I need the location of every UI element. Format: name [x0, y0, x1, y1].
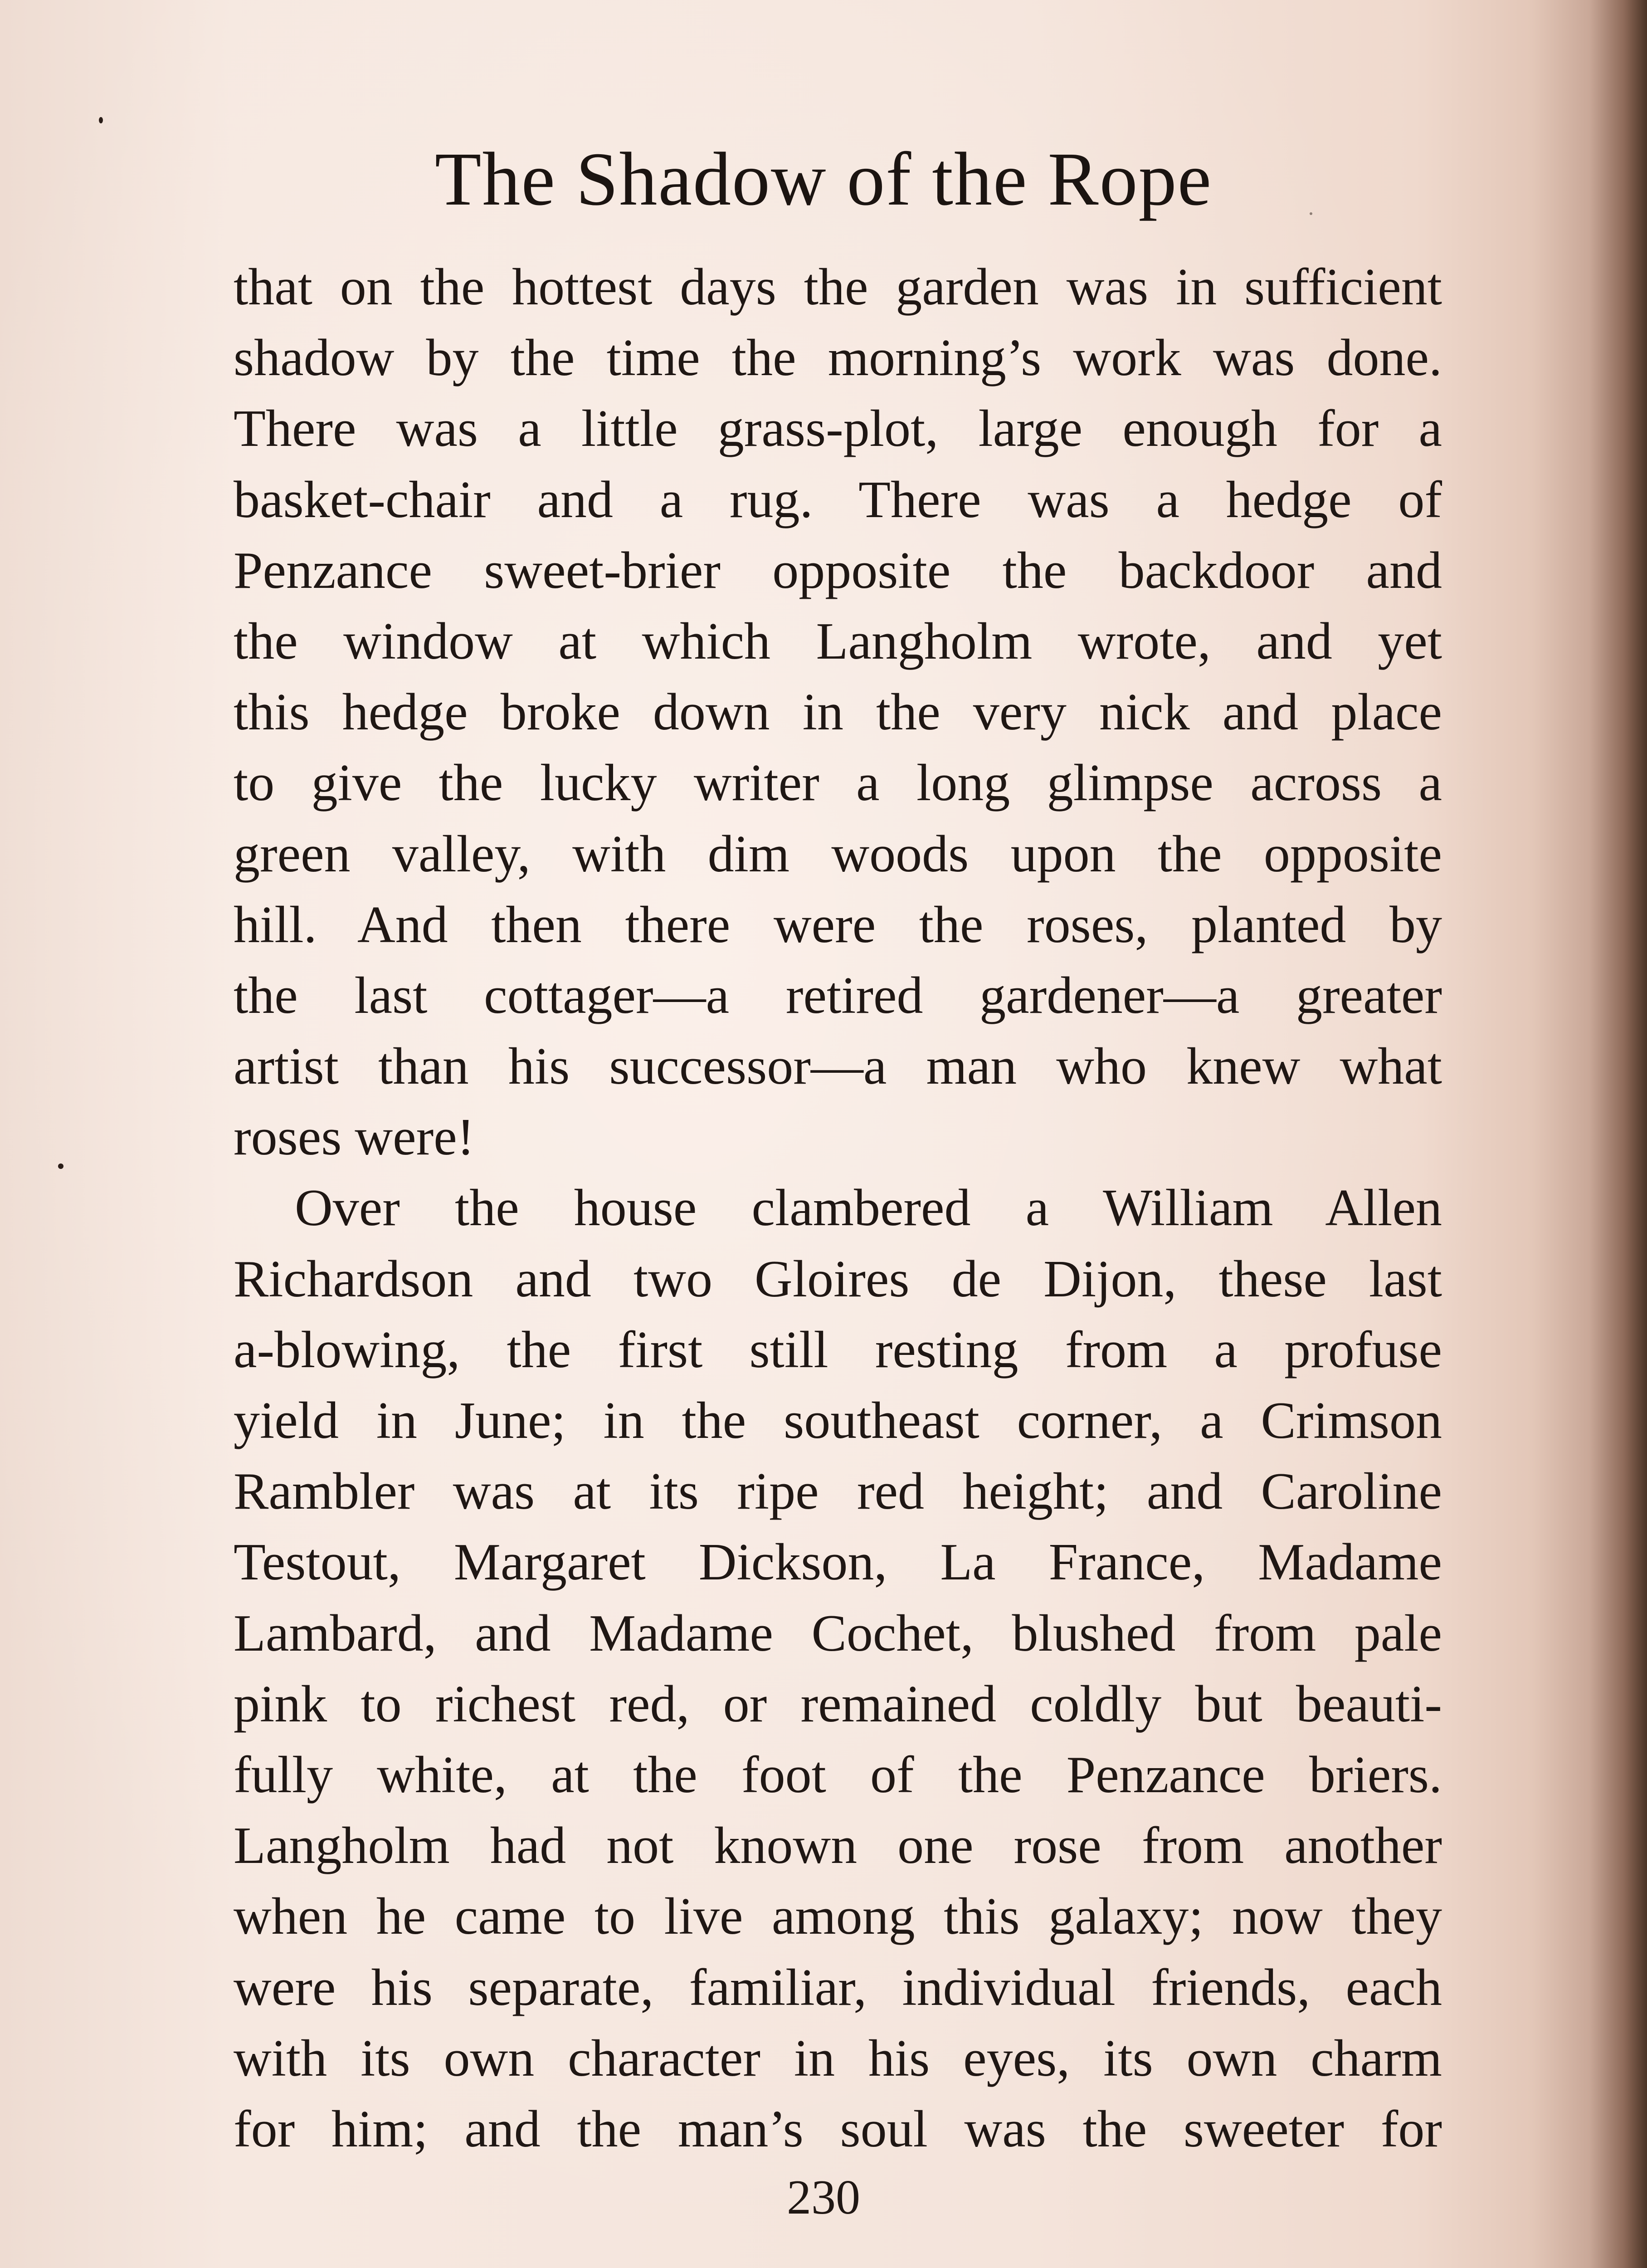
paragraph-first-line: Over the house clambered a William Allen	[295, 1179, 1442, 1237]
text-line: yield in June; in the southeast corner, a Crimson	[234, 1392, 1442, 1450]
text-line: this hedge broke down in the very nick and place	[234, 683, 1442, 742]
page-number: 230	[787, 2170, 860, 2224]
text-line: the window at which Langholm wrote, and yet	[234, 612, 1442, 670]
text-line: were his separate, familiar, individual friends, each	[234, 1958, 1442, 2017]
text-line: basket-chair and a rug. There was a hedge of	[234, 470, 1442, 529]
text-line: Richardson and two Gloires de Dijon, these last	[234, 1250, 1442, 1308]
text-line: Testout, Margaret Dickson, La France, Madame	[234, 1533, 1442, 1592]
text-line: with its own character in his eyes, its own charm	[234, 2029, 1442, 2087]
paper-speck	[58, 1163, 63, 1169]
text-line: artist than his successor—a man who knew what	[234, 1037, 1442, 1096]
text-line: fully white, at the foot of the Penzance briers.	[234, 1745, 1442, 1804]
text-line: Langholm had not known one rose from another	[234, 1817, 1442, 1875]
text-line: Penzance sweet-brier opposite the backdoor and	[234, 541, 1442, 600]
text-line: for him; and the man’s soul was the sweeter for	[234, 2100, 1442, 2158]
body-text	[234, 252, 1442, 2165]
text-line: hill. And then there were the roses, planted by	[234, 895, 1442, 954]
text-line: green valley, with dim woods upon the opposite	[234, 825, 1442, 883]
text-line: to give the lucky writer a long glimpse across a	[234, 754, 1442, 812]
text-line: the last cottager—a retired gardener—a greater	[234, 966, 1442, 1025]
text-line: Rambler was at its ripe red height; and Caroline	[234, 1462, 1442, 1521]
paper-speck	[99, 117, 103, 123]
running-head: The Shadow of the Rope	[434, 137, 1213, 221]
text-line: that on the hottest days the garden was in sufficient	[234, 258, 1442, 316]
text-line: when he came to live among this galaxy; now they	[234, 1887, 1442, 1946]
text-line: shadow by the time the morning’s work was done.	[234, 329, 1442, 387]
text-line: pink to richest red, or remained coldly but beauti-	[234, 1675, 1442, 1733]
text-line: Lambard, and Madame Cochet, blushed from pale	[234, 1604, 1442, 1662]
text-line: There was a little grass-plot, large enough for a	[234, 400, 1442, 458]
text-line: a-blowing, the first still resting from a profuse	[234, 1320, 1442, 1379]
paragraph-end-line: roses were!	[234, 1108, 475, 1167]
